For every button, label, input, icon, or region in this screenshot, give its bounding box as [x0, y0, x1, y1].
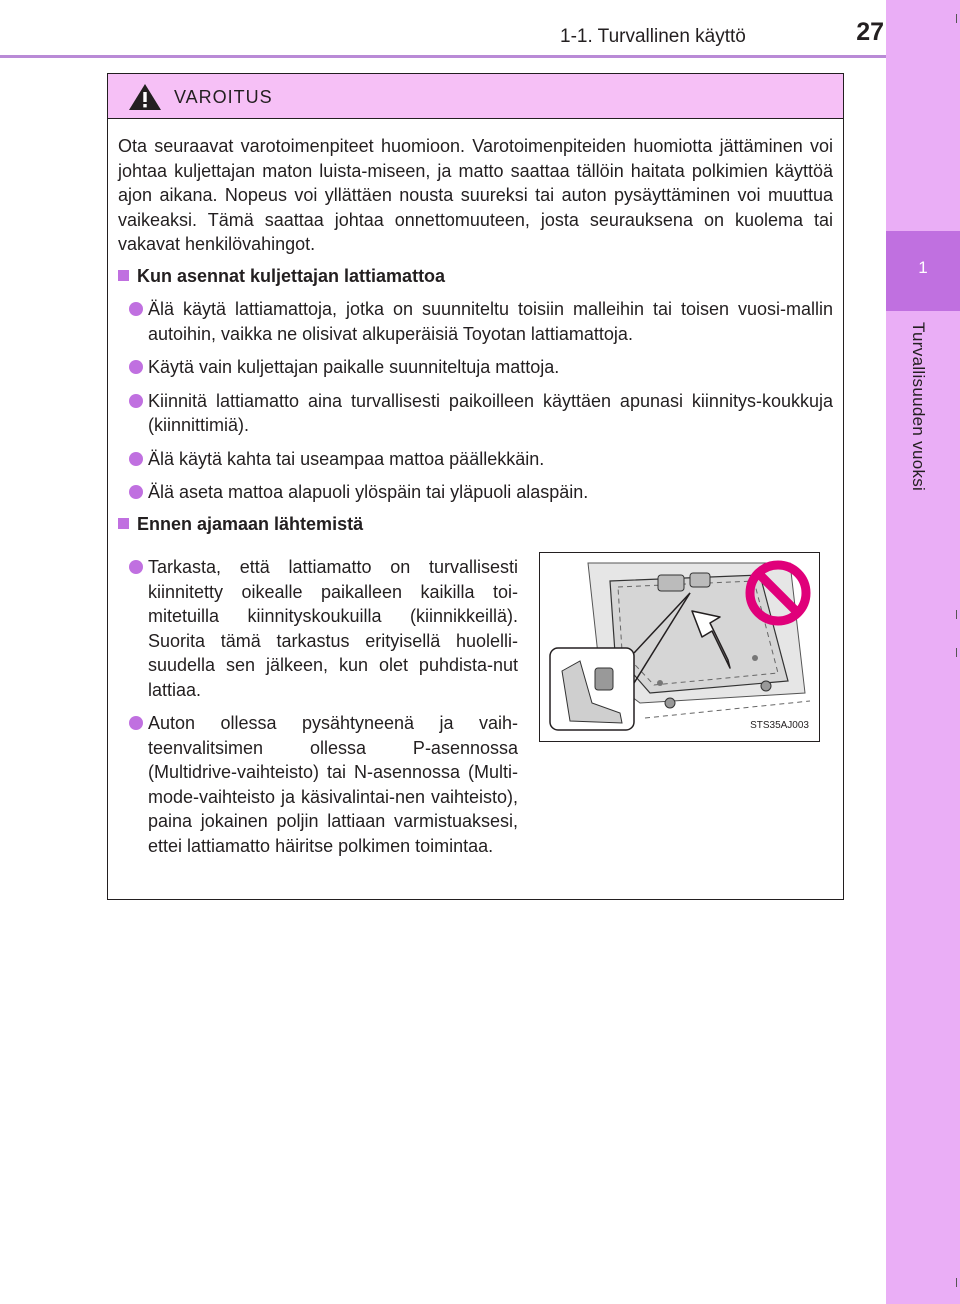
square-bullet-icon [118, 518, 129, 529]
list-item: Kiinnitä lattiamatto aina turvallisesti paikoilleen käyttäen apunasi kiinnitys-koukkuja (kiinnittimiä). [118, 389, 833, 438]
list-item: Älä käytä kahta tai useampaa mattoa päällekkäin. [118, 447, 833, 472]
list-item: Auton ollessa pysähtyneenä ja vaih-teenvalitsimen ollessa P-asennossa (Multidrive-vaihteisto) tai N-asennossa (Multi-mode-vaihteisto ja käsivalintai-nen vaihteisto), paina jokainen poljin lattiaan varmistuaksesi, ettei lattiamatto häiritse polkimen toimintaa. [118, 711, 518, 858]
list-item: Käytä vain kuljettajan paikalle suunniteltuja mattoja. [118, 355, 833, 380]
warning-intro: Ota seuraavat varotoimenpiteet huomioon. Varotoimenpiteiden huomiotta jättäminen voi johtaa kuljettajan maton luista-miseen, ja matto saattaa tällöin haitata polkimien käyttöä ajon aikana. Nopeus voi yllättäen nousta suureksi tai auton pysäyttäminen voi muuttua vaikeaksi. Tämä saattaa johtaa onnettomuuteen, josta seurauksena on kuolema tai vakavat henkilövahingot. [118, 136, 833, 254]
section-heading [118, 264, 833, 289]
list-item: Älä aseta mattoa alapuoli ylöspäin tai yläpuoli alaspäin. [118, 480, 833, 505]
warning-box [107, 73, 844, 900]
left-column [118, 555, 518, 858]
bullet-dot-icon [129, 394, 143, 408]
header-rule [0, 55, 886, 58]
floor-mat-illustration [539, 552, 820, 742]
section-heading-text: Kun asennat kuljettajan lattiamattoa [137, 265, 446, 286]
crop-mark [956, 610, 957, 619]
warning-triangle-icon [128, 83, 162, 111]
bullet-dot-icon [129, 485, 143, 499]
warning-title: VAROITUS [174, 87, 273, 107]
square-bullet-icon [118, 270, 129, 281]
warning-content [118, 134, 833, 885]
list-item: Tarkasta, että lattiamatto on turvallisesti kiinnitetty oikealle paikalleen kaikilla toi-mitetuilla kiinnityskoukuilla (kiinnikkeillä). Suorita tämä tarkastus erityisellä huolelli-suudella sen jälkeen, kun olet puhdista-nut lattiaa. [118, 555, 518, 702]
list-item: Älä käytä lattiamattoja, jotka on suunniteltu toisiin malleihin tai toisen vuosi-mallin autoihin, vaikka ne olisivat alkuperäisiä Toyotan lattiamattoja. [118, 297, 833, 346]
floor-mat-drawing [540, 553, 818, 740]
crop-mark [956, 648, 957, 657]
side-strip [886, 0, 960, 1304]
bullet-dot-icon [129, 560, 143, 574]
bullet-dot-icon [129, 360, 143, 374]
section-heading [118, 512, 833, 537]
figure-caption: STS35AJ003 [748, 714, 811, 739]
chapter-name: Turvallisuuden vuoksi [909, 322, 928, 492]
chapter-number: 1 [918, 258, 928, 277]
section-title: 1-1. Turvallinen käyttö [560, 26, 746, 47]
bullet-dot-icon [129, 452, 143, 466]
warning-header [108, 74, 843, 119]
two-column-block [118, 555, 833, 885]
bullet-dot-icon [129, 302, 143, 316]
bullet-dot-icon [129, 716, 143, 730]
crop-mark [956, 14, 957, 23]
crop-mark [956, 1278, 957, 1287]
page-number: 27 [856, 18, 884, 46]
section-heading-text: Ennen ajamaan lähtemistä [137, 513, 364, 534]
